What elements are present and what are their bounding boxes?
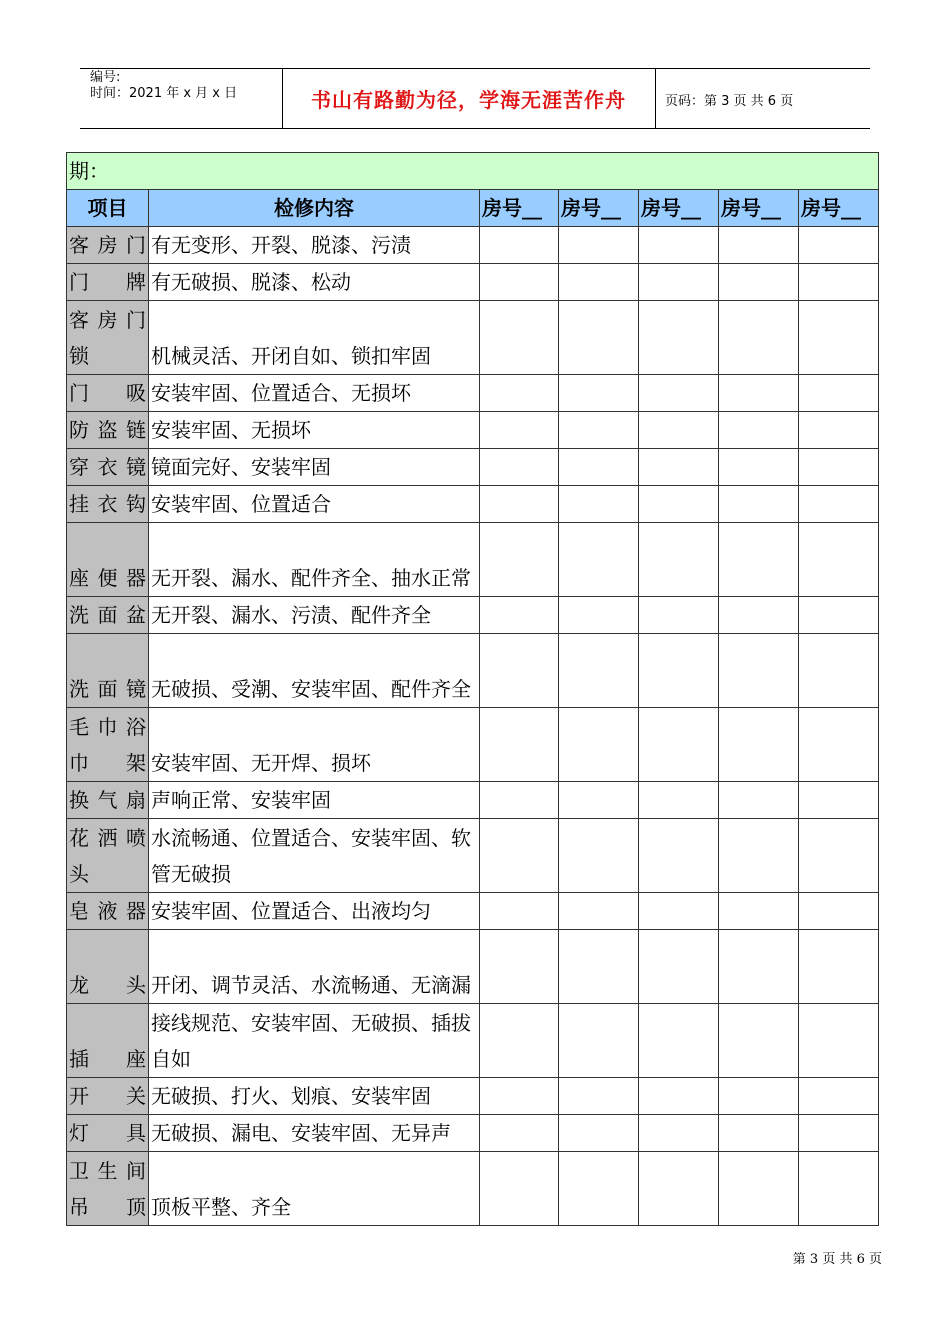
table-row (67, 893, 879, 930)
room-check-cell[interactable] (639, 1078, 719, 1115)
inspection-table (66, 152, 879, 1226)
room-check-cell[interactable] (559, 708, 639, 782)
room-check-cell[interactable] (480, 301, 559, 375)
room-check-cell[interactable] (480, 412, 559, 449)
room-check-cell[interactable] (559, 523, 639, 597)
item-cell: 门 牌 (67, 264, 149, 301)
room-check-cell[interactable] (799, 486, 879, 523)
room-check-cell[interactable] (480, 523, 559, 597)
item-cell: 花洒喷头 (67, 819, 149, 893)
room-check-cell[interactable] (559, 264, 639, 301)
item-cell: 毛巾浴巾架 (67, 708, 149, 782)
room-check-cell[interactable] (639, 523, 719, 597)
room-check-cell[interactable] (639, 412, 719, 449)
room-check-cell[interactable] (480, 1152, 559, 1226)
item-cell: 客房门锁 (67, 301, 149, 375)
header-bottom-rule (80, 128, 870, 129)
room-check-cell[interactable] (480, 375, 559, 412)
room-check-cell[interactable] (719, 1004, 799, 1078)
room-check-cell[interactable] (719, 1078, 799, 1115)
table-row (67, 1152, 879, 1226)
room-check-cell[interactable] (719, 375, 799, 412)
item-cell: 座便器 (67, 523, 149, 597)
room-check-cell[interactable] (559, 893, 639, 930)
room-check-cell[interactable] (719, 708, 799, 782)
table-row (67, 412, 879, 449)
content-cell: 声响正常、安装牢固 (149, 782, 480, 819)
room-check-cell[interactable] (719, 597, 799, 634)
room-check-cell[interactable] (719, 893, 799, 930)
item-cell: 门 吸 (67, 375, 149, 412)
header-top-rule (80, 68, 870, 69)
room-check-cell[interactable] (719, 819, 799, 893)
room-check-cell[interactable] (480, 634, 559, 708)
content-cell: 安装牢固、无开焊、损坏 (149, 708, 480, 782)
room-check-cell[interactable] (719, 523, 799, 597)
content-cell: 水流畅通、位置适合、安装牢固、软管无破损 (149, 819, 480, 893)
room-check-cell[interactable] (639, 893, 719, 930)
column-header-item: 项目 (67, 190, 149, 227)
room-check-cell[interactable] (559, 634, 639, 708)
table-row (67, 930, 879, 1004)
room-check-cell[interactable] (480, 597, 559, 634)
room-check-cell[interactable] (639, 1115, 719, 1152)
item-cell: 穿衣镜 (67, 449, 149, 486)
room-check-cell[interactable] (559, 1115, 639, 1152)
room-check-cell[interactable] (480, 1004, 559, 1078)
column-header-room: 房号__ (480, 190, 559, 227)
document-number: 编号: (90, 70, 121, 85)
content-cell: 安装牢固、位置适合、出液均匀 (149, 893, 480, 930)
table-row (67, 819, 879, 893)
item-cell: 开 关 (67, 1078, 149, 1115)
item-cell: 皂液器 (67, 893, 149, 930)
room-check-cell[interactable] (639, 597, 719, 634)
room-check-cell[interactable] (559, 449, 639, 486)
table-row (67, 1004, 879, 1078)
item-cell: 洗面镜 (67, 634, 149, 708)
room-check-cell[interactable] (639, 227, 719, 264)
item-cell: 洗面盆 (67, 597, 149, 634)
room-check-cell[interactable] (719, 412, 799, 449)
room-check-cell[interactable] (480, 893, 559, 930)
table-row (67, 1078, 879, 1115)
item-cell: 龙 头 (67, 930, 149, 1004)
room-check-cell[interactable] (719, 301, 799, 375)
table-row (67, 264, 879, 301)
table-row (67, 486, 879, 523)
room-check-cell[interactable] (639, 264, 719, 301)
content-cell: 无破损、打火、划痕、安装牢固 (149, 1078, 480, 1115)
room-check-cell[interactable] (480, 782, 559, 819)
room-check-cell[interactable] (480, 819, 559, 893)
room-check-cell[interactable] (480, 1078, 559, 1115)
room-check-cell[interactable] (559, 1078, 639, 1115)
room-check-cell[interactable] (719, 449, 799, 486)
room-check-cell[interactable] (639, 301, 719, 375)
content-cell: 镜面完好、安装牢固 (149, 449, 480, 486)
item-cell: 换气扇 (67, 782, 149, 819)
column-header-room: 房号__ (559, 190, 639, 227)
period-label: 期： (67, 153, 879, 190)
document-date: 时间：2021 年 x 月 x 日 (90, 86, 238, 101)
column-header-room: 房号__ (639, 190, 719, 227)
room-check-cell[interactable] (559, 1152, 639, 1226)
content-cell: 安装牢固、无损坏 (149, 412, 480, 449)
room-check-cell[interactable] (799, 1152, 879, 1226)
room-check-cell[interactable] (480, 227, 559, 264)
room-check-cell[interactable] (799, 523, 879, 597)
room-check-cell[interactable] (559, 301, 639, 375)
room-check-cell[interactable] (480, 264, 559, 301)
content-cell: 无破损、漏电、安装牢固、无异声 (149, 1115, 480, 1152)
room-check-cell[interactable] (559, 486, 639, 523)
column-header-room: 房号__ (799, 190, 879, 227)
room-check-cell[interactable] (639, 708, 719, 782)
item-cell: 插 座 (67, 1004, 149, 1078)
content-cell: 无开裂、漏水、污渍、配件齐全 (149, 597, 480, 634)
room-check-cell[interactable] (799, 449, 879, 486)
content-cell: 安装牢固、位置适合、无损坏 (149, 375, 480, 412)
room-check-cell[interactable] (559, 227, 639, 264)
room-check-cell[interactable] (719, 782, 799, 819)
room-check-cell[interactable] (799, 930, 879, 1004)
room-check-cell[interactable] (799, 1078, 879, 1115)
room-check-cell[interactable] (639, 1004, 719, 1078)
room-check-cell[interactable] (480, 1115, 559, 1152)
room-check-cell[interactable] (719, 634, 799, 708)
item-cell: 卫生间吊顶 (67, 1152, 149, 1226)
room-check-cell[interactable] (799, 708, 879, 782)
room-check-cell[interactable] (639, 449, 719, 486)
room-check-cell[interactable] (799, 819, 879, 893)
item-cell: 客房门 (67, 227, 149, 264)
room-check-cell[interactable] (719, 264, 799, 301)
header-row (67, 190, 879, 227)
table-row (67, 634, 879, 708)
room-check-cell[interactable] (559, 1004, 639, 1078)
content-cell: 无开裂、漏水、配件齐全、抽水正常 (149, 523, 480, 597)
room-check-cell[interactable] (799, 893, 879, 930)
table-row (67, 1115, 879, 1152)
room-check-cell[interactable] (719, 1115, 799, 1152)
room-check-cell[interactable] (719, 486, 799, 523)
item-cell: 防盗链 (67, 412, 149, 449)
room-check-cell[interactable] (799, 412, 879, 449)
room-check-cell[interactable] (639, 634, 719, 708)
table-row (67, 375, 879, 412)
table-row (67, 227, 879, 264)
content-cell: 顶板平整、齐全 (149, 1152, 480, 1226)
table-row (67, 708, 879, 782)
room-check-cell[interactable] (799, 597, 879, 634)
room-check-cell[interactable] (480, 708, 559, 782)
table-row (67, 523, 879, 597)
room-check-cell[interactable] (719, 930, 799, 1004)
header-meta (90, 70, 237, 102)
room-check-cell[interactable] (639, 1152, 719, 1226)
content-cell: 安装牢固、位置适合 (149, 486, 480, 523)
room-check-cell[interactable] (559, 375, 639, 412)
room-check-cell[interactable] (799, 1004, 879, 1078)
room-check-cell[interactable] (799, 375, 879, 412)
period-row (67, 153, 879, 190)
room-check-cell[interactable] (559, 930, 639, 1004)
header-page-number: 页码：第 3 页 共 6 页 (665, 94, 794, 109)
room-check-cell[interactable] (799, 301, 879, 375)
room-check-cell[interactable] (799, 782, 879, 819)
room-check-cell[interactable] (719, 227, 799, 264)
content-cell: 有无变形、开裂、脱漆、污渍 (149, 227, 480, 264)
room-check-cell[interactable] (639, 782, 719, 819)
room-check-cell[interactable] (559, 412, 639, 449)
table-row (67, 597, 879, 634)
column-header-content: 检修内容 (149, 190, 480, 227)
content-cell: 无破损、受潮、安装牢固、配件齐全 (149, 634, 480, 708)
room-check-cell[interactable] (799, 227, 879, 264)
content-cell: 开闭、调节灵活、水流畅通、无滴漏 (149, 930, 480, 1004)
room-check-cell[interactable] (559, 597, 639, 634)
room-check-cell[interactable] (799, 634, 879, 708)
room-check-cell[interactable] (639, 486, 719, 523)
item-cell: 挂衣钩 (67, 486, 149, 523)
table-row (67, 782, 879, 819)
footer-page-number: 第 3 页 共 6 页 (792, 1252, 882, 1267)
content-cell: 机械灵活、开闭自如、锁扣牢固 (149, 301, 480, 375)
header-motto: 书山有路勤为径，学海无涯苦作舟 (311, 88, 626, 112)
room-check-cell[interactable] (799, 1115, 879, 1152)
room-check-cell[interactable] (639, 819, 719, 893)
column-header-room: 房号__ (719, 190, 799, 227)
header-divider (655, 68, 656, 128)
table-row (67, 449, 879, 486)
room-check-cell[interactable] (639, 930, 719, 1004)
item-cell: 灯 具 (67, 1115, 149, 1152)
room-check-cell[interactable] (480, 486, 559, 523)
room-check-cell[interactable] (559, 819, 639, 893)
room-check-cell[interactable] (639, 375, 719, 412)
content-cell: 接线规范、安装牢固、无破损、插拔自如 (149, 1004, 480, 1078)
table-row (67, 301, 879, 375)
room-check-cell[interactable] (480, 930, 559, 1004)
room-check-cell[interactable] (559, 782, 639, 819)
room-check-cell[interactable] (799, 264, 879, 301)
content-cell: 有无破损、脱漆、松动 (149, 264, 480, 301)
room-check-cell[interactable] (719, 1152, 799, 1226)
room-check-cell[interactable] (480, 449, 559, 486)
